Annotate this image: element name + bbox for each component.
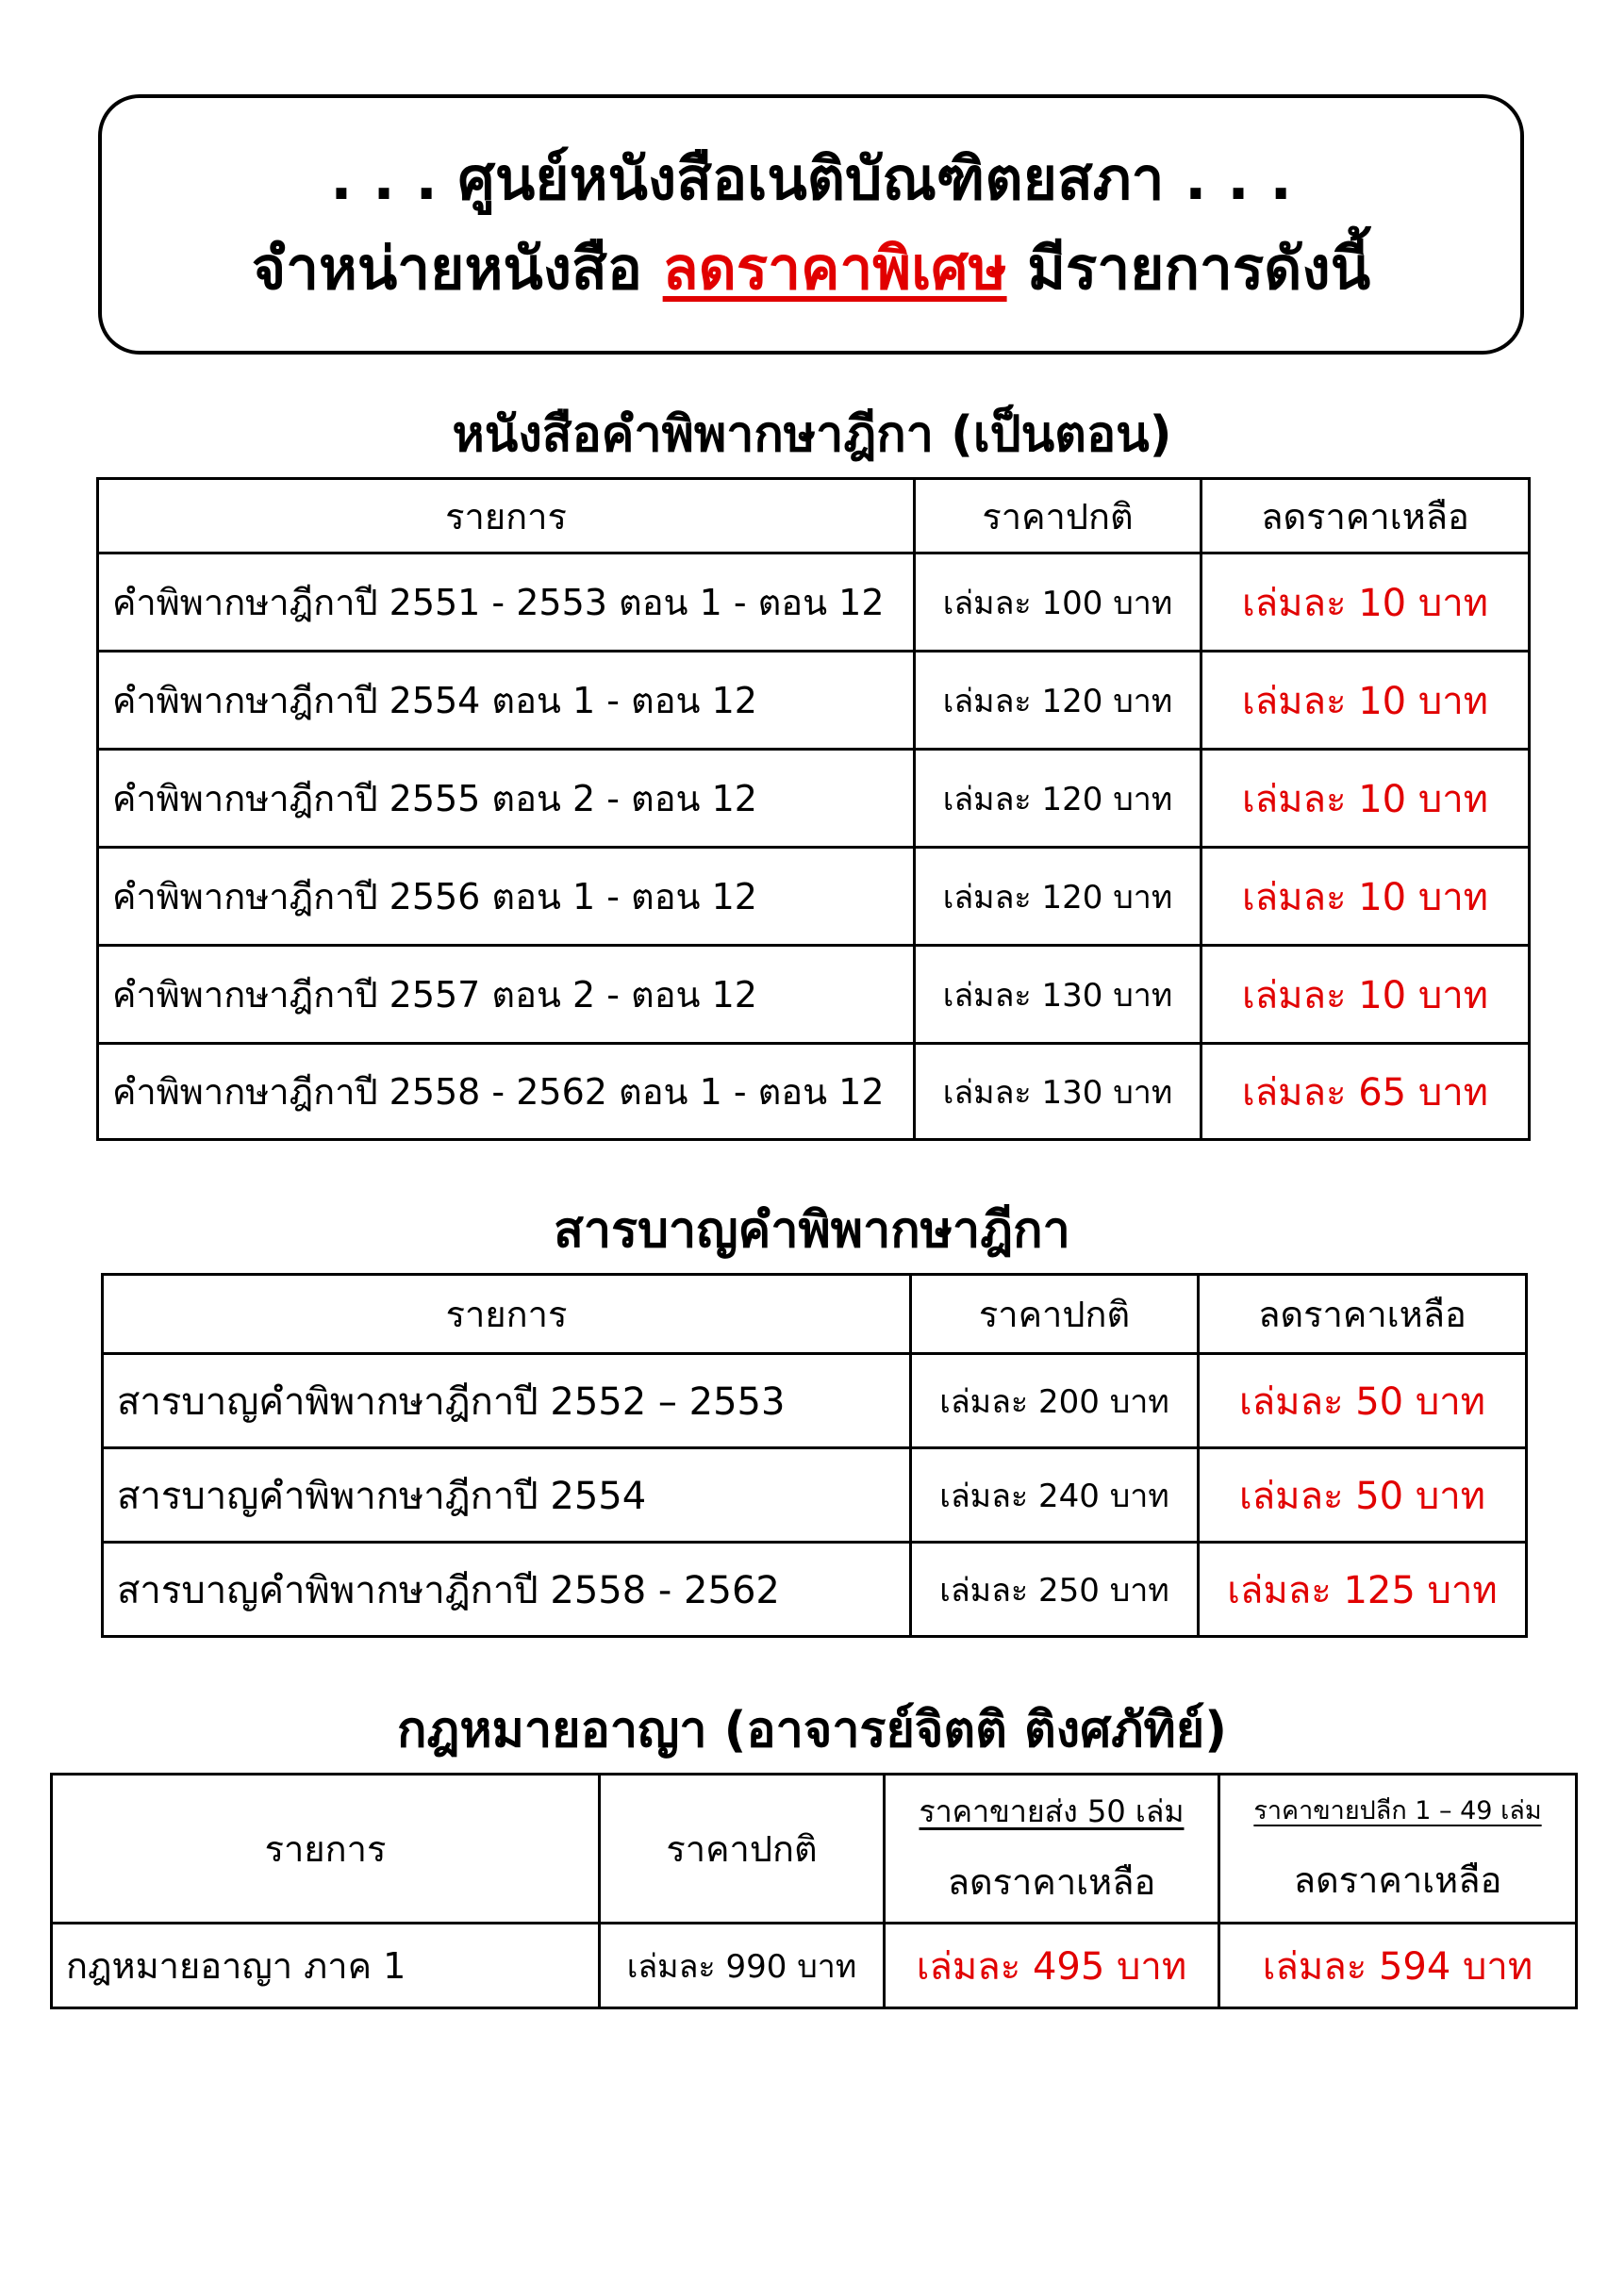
price-cell: เล่มละ 120 บาท (915, 750, 1201, 848)
column-header-retail (1219, 1775, 1577, 1924)
sale-cell: เล่มละ 10 บาท (1201, 652, 1530, 750)
item-cell: สารบาญคำพิพากษาฎีกาปี 2558 - 2562 (103, 1543, 911, 1637)
header-highlight: ลดราคาพิเศษ (662, 234, 1007, 303)
item-cell: สารบาญคำพิพากษาฎีกาปี 2552 – 2553 (103, 1354, 911, 1448)
header-title: . . . ศูนย์หนังสือเนติบัณฑิตยสภา . . . (330, 144, 1292, 214)
table-header-row (103, 1275, 1527, 1354)
retail-sale-cell: เล่มละ 594 บาท (1219, 1924, 1577, 2008)
column-header-sale: ลดราคาเหลือ (1199, 1275, 1527, 1354)
table-row (103, 1354, 1527, 1448)
sale-cell: เล่มละ 10 บาท (1201, 750, 1530, 848)
sale-cell: เล่มละ 50 บาท (1199, 1354, 1527, 1448)
item-cell: คำพิพากษาฎีกาปี 2555 ตอน 2 - ตอน 12 (98, 750, 915, 848)
sale-cell: เล่มละ 125 บาท (1199, 1543, 1527, 1637)
price-cell: เล่มละ 120 บาท (915, 652, 1201, 750)
header-subtitle-prefix: จำหน่ายหนังสือ (251, 234, 643, 303)
table-row (98, 750, 1530, 848)
sale-cell: เล่มละ 10 บาท (1201, 848, 1530, 946)
price-cell: เล่มละ 120 บาท (915, 848, 1201, 946)
table-row (98, 553, 1530, 652)
item-cell: คำพิพากษาฎีกาปี 2551 - 2553 ตอน 1 - ตอน 12 (98, 553, 915, 652)
retail-sale-label: ลดราคาเหลือ (1293, 1858, 1502, 1901)
table-row (98, 848, 1530, 946)
item-cell: คำพิพากษาฎีกาปี 2556 ตอน 1 - ตอน 12 (98, 848, 915, 946)
item-cell: คำพิพากษาฎีกาปี 2557 ตอน 2 - ตอน 12 (98, 946, 915, 1044)
price-cell: เล่มละ 240 บาท (911, 1448, 1199, 1543)
column-header-price: ราคาปกติ (911, 1275, 1199, 1354)
sale-cell: เล่มละ 65 บาท (1201, 1044, 1530, 1140)
header-box (98, 94, 1524, 355)
sale-cell: เล่มละ 10 บาท (1201, 946, 1530, 1044)
header-subtitle (252, 231, 1370, 307)
column-header-sale: ลดราคาเหลือ (1201, 479, 1530, 553)
price-cell: เล่มละ 100 บาท (915, 553, 1201, 652)
section2-table (101, 1273, 1528, 1638)
item-cell: สารบาญคำพิพากษาฎีกาปี 2554 (103, 1448, 911, 1543)
table-row (98, 1044, 1530, 1140)
price-cell: เล่มละ 130 บาท (915, 1044, 1201, 1140)
wholesale-sale-label: ลดราคาเหลือ (947, 1860, 1156, 1903)
sale-cell: เล่มละ 50 บาท (1199, 1448, 1527, 1543)
item-cell: คำพิพากษาฎีกาปี 2554 ตอน 1 - ตอน 12 (98, 652, 915, 750)
table-row (98, 652, 1530, 750)
item-cell: กฎหมายอาญา ภาค 1 (52, 1924, 600, 2008)
wholesale-header-label: ราคาขายส่ง 50 เล่ม (919, 1792, 1185, 1829)
sale-cell: เล่มละ 10 บาท (1201, 553, 1530, 652)
section3-table (50, 1773, 1578, 2009)
header-subtitle-suffix: มีรายการดังนี้ (1027, 234, 1371, 303)
section3-title: กฎหมายอาญา (อาจารย์จิตติ ติงศภัทิย์) (397, 1702, 1227, 1759)
column-header-price: ราคาปกติ (600, 1775, 885, 1924)
retail-header-label: ราคาขายปลีก 1 – 49 เล่ม (1253, 1795, 1542, 1825)
price-cell: เล่มละ 130 บาท (915, 946, 1201, 1044)
column-header-wholesale (885, 1775, 1219, 1924)
table-row (52, 1924, 1577, 2008)
table-row (103, 1448, 1527, 1543)
table-row (98, 946, 1530, 1044)
item-cell: คำพิพากษาฎีกาปี 2558 - 2562 ตอน 1 - ตอน 12 (98, 1044, 915, 1140)
price-cell: เล่มละ 200 บาท (911, 1354, 1199, 1448)
section1-table (96, 477, 1531, 1141)
price-cell: เล่มละ 990 บาท (600, 1924, 885, 2008)
column-header-item: รายการ (52, 1775, 600, 1924)
table-header-row (98, 479, 1530, 553)
wholesale-sale-cell: เล่มละ 495 บาท (885, 1924, 1219, 2008)
column-header-price: ราคาปกติ (915, 479, 1201, 553)
column-header-item: รายการ (98, 479, 915, 553)
table-header-row (52, 1775, 1577, 1924)
table-row (103, 1543, 1527, 1637)
section2-title: สารบาญคำพิพากษาฎีกา (554, 1202, 1070, 1259)
price-cell: เล่มละ 250 บาท (911, 1543, 1199, 1637)
column-header-item: รายการ (103, 1275, 911, 1354)
section1-title: หนังสือคำพิพากษาฎีกา (เป็นตอน) (452, 406, 1172, 463)
